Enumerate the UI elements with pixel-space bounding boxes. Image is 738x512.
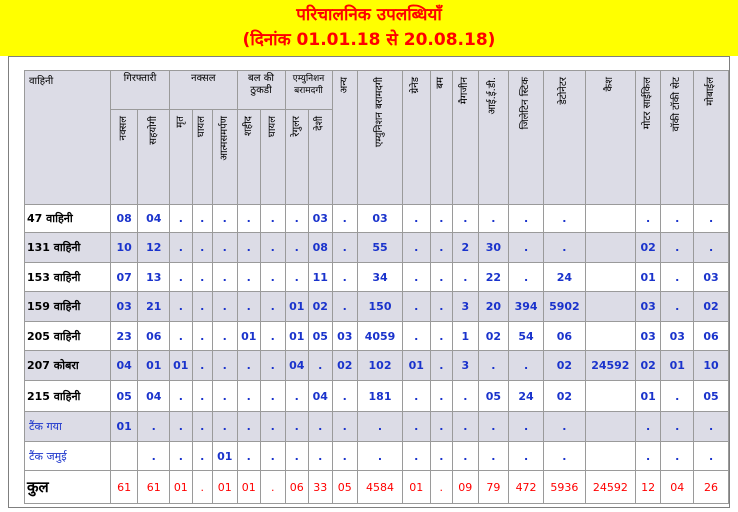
- cell: 06: [285, 471, 308, 504]
- data-rows: [25, 205, 729, 504]
- cell: .: [237, 233, 260, 263]
- cell: 55: [358, 233, 403, 263]
- cell: 394: [509, 292, 544, 322]
- header-group-row: [25, 71, 729, 110]
- cell: 02: [543, 381, 585, 412]
- cell: .: [170, 263, 192, 292]
- cell: 01: [237, 322, 260, 351]
- cell: .: [309, 351, 333, 381]
- cell: .: [430, 263, 452, 292]
- cell: [585, 381, 635, 412]
- cell: 02: [478, 322, 509, 351]
- row-label: 47 वाहिनी: [25, 205, 111, 233]
- cell: .: [237, 381, 260, 412]
- cell: .: [170, 292, 192, 322]
- cell: .: [635, 442, 661, 471]
- cell: 03: [661, 322, 694, 351]
- cell: 24592: [585, 471, 635, 504]
- cell: 03: [694, 263, 729, 292]
- table-row: [25, 263, 729, 292]
- cell: .: [212, 412, 237, 442]
- cell: .: [453, 381, 479, 412]
- col-header-7: रेगुलर: [285, 110, 308, 205]
- cell: .: [332, 205, 358, 233]
- cell: .: [509, 205, 544, 233]
- cell: 20: [478, 292, 509, 322]
- cell: .: [402, 292, 430, 322]
- cell: 61: [138, 471, 170, 504]
- cell: 33: [309, 471, 333, 504]
- cell: .: [402, 322, 430, 351]
- table-row: [25, 412, 729, 442]
- row-label: टैंक जमुई: [25, 442, 111, 471]
- cell: 08: [309, 233, 333, 263]
- cell: .: [192, 263, 212, 292]
- col-header-3: घायल: [192, 110, 212, 205]
- cell: 04: [661, 471, 694, 504]
- cell: 04: [110, 351, 138, 381]
- cell: .: [237, 442, 260, 471]
- cell: [585, 263, 635, 292]
- cell: 3: [453, 351, 479, 381]
- cell: 04: [285, 351, 308, 381]
- cell: 01: [237, 471, 260, 504]
- cell: .: [430, 442, 452, 471]
- cell: .: [261, 381, 286, 412]
- cell: .: [661, 442, 694, 471]
- cell: .: [170, 381, 192, 412]
- col-header-0: नक्सल: [110, 110, 138, 205]
- cell: .: [694, 233, 729, 263]
- table-row: [25, 233, 729, 263]
- cell: .: [332, 412, 358, 442]
- cell: 01: [635, 263, 661, 292]
- cell: .: [430, 322, 452, 351]
- cell: .: [332, 233, 358, 263]
- cell: .: [543, 233, 585, 263]
- cell: 4059: [358, 322, 403, 351]
- col-header-15: जिलेटिन स्टिक: [509, 71, 544, 205]
- cell: 03: [358, 205, 403, 233]
- cell: 04: [309, 381, 333, 412]
- cell: 21: [138, 292, 170, 322]
- cell: .: [237, 292, 260, 322]
- col-header-6: घायल: [261, 110, 286, 205]
- cell: [110, 442, 138, 471]
- cell: .: [212, 292, 237, 322]
- cell: 24: [543, 263, 585, 292]
- cell: 1: [453, 322, 479, 351]
- col-header-20: मोबाईल: [694, 71, 729, 205]
- cell: .: [170, 412, 192, 442]
- col-header-16: डेटोनेटर: [543, 71, 585, 205]
- cell: 01: [402, 351, 430, 381]
- cell: .: [661, 412, 694, 442]
- cell: .: [332, 263, 358, 292]
- total-row: [25, 471, 729, 504]
- cell: 102: [358, 351, 403, 381]
- row-label: कुल: [25, 471, 111, 504]
- row-label: 215 वाहिनी: [25, 381, 111, 412]
- cell: .: [430, 205, 452, 233]
- cell: .: [170, 205, 192, 233]
- col-header-17: कैश: [585, 71, 635, 205]
- row-label: टैंक गया: [25, 412, 111, 442]
- col-header-9: अन्य: [332, 71, 358, 205]
- cell: 07: [110, 263, 138, 292]
- cell: .: [478, 351, 509, 381]
- ammo-group-header: एम्युनिशन बरामदगी: [285, 71, 332, 110]
- force-group-header: बल की ठुकडी: [237, 71, 285, 110]
- cell: 01: [110, 412, 138, 442]
- cell: 54: [509, 322, 544, 351]
- col-header-1: सहयोगी: [138, 110, 170, 205]
- cell: 01: [170, 471, 192, 504]
- cell: 01: [285, 322, 308, 351]
- cell: .: [358, 412, 403, 442]
- cell: .: [212, 205, 237, 233]
- cell: .: [509, 351, 544, 381]
- cell: 01: [138, 351, 170, 381]
- cell: 05: [478, 381, 509, 412]
- col-header-14: आई.ई.डी.: [478, 71, 509, 205]
- cell: 10: [694, 351, 729, 381]
- cell: .: [661, 292, 694, 322]
- cell: .: [212, 322, 237, 351]
- cell: 09: [453, 471, 479, 504]
- cell: 01: [212, 471, 237, 504]
- cell: .: [430, 233, 452, 263]
- cell: .: [332, 292, 358, 322]
- cell: .: [402, 205, 430, 233]
- cell: 05: [309, 322, 333, 351]
- arrest-group-header: गिरफ्तारी: [110, 71, 169, 110]
- cell: .: [261, 471, 286, 504]
- cell: 02: [543, 351, 585, 381]
- cell: .: [332, 381, 358, 412]
- cell: 01: [402, 471, 430, 504]
- cell: 08: [110, 205, 138, 233]
- cell: .: [402, 381, 430, 412]
- cell: .: [661, 263, 694, 292]
- cell: .: [694, 205, 729, 233]
- cell: 02: [332, 351, 358, 381]
- cell: .: [285, 442, 308, 471]
- cell: 181: [358, 381, 403, 412]
- col-header-18: मोटर साईकिल: [635, 71, 661, 205]
- header-banner: [0, 0, 738, 56]
- col-header-19: वॉकी टॉकी सेट: [661, 71, 694, 205]
- col-header-8: देशी: [309, 110, 333, 205]
- cell: .: [170, 442, 192, 471]
- cell: .: [478, 442, 509, 471]
- cell: .: [261, 322, 286, 351]
- cell: .: [509, 233, 544, 263]
- cell: .: [192, 205, 212, 233]
- cell: .: [192, 233, 212, 263]
- col-header-11: ग्रेनेड: [402, 71, 430, 205]
- cell: 06: [543, 322, 585, 351]
- cell: .: [453, 412, 479, 442]
- table-row: [25, 351, 729, 381]
- cell: .: [661, 233, 694, 263]
- cell: [585, 322, 635, 351]
- cell: 03: [635, 322, 661, 351]
- cell: .: [192, 292, 212, 322]
- cell: .: [261, 205, 286, 233]
- cell: .: [635, 412, 661, 442]
- cell: 23: [110, 322, 138, 351]
- cell: .: [543, 442, 585, 471]
- cell: 05: [694, 381, 729, 412]
- row-label: 131 वाहिनी: [25, 233, 111, 263]
- cell: .: [661, 381, 694, 412]
- cell: 04: [138, 205, 170, 233]
- cell: 11: [309, 263, 333, 292]
- cell: 5936: [543, 471, 585, 504]
- cell: .: [509, 263, 544, 292]
- cell: .: [453, 205, 479, 233]
- cell: 26: [694, 471, 729, 504]
- cell: .: [430, 292, 452, 322]
- cell: .: [543, 205, 585, 233]
- table-row: [25, 381, 729, 412]
- cell: .: [694, 442, 729, 471]
- cell: .: [192, 381, 212, 412]
- cell: .: [309, 412, 333, 442]
- cell: 04: [138, 381, 170, 412]
- cell: .: [261, 233, 286, 263]
- cell: [585, 412, 635, 442]
- cell: .: [212, 233, 237, 263]
- cell: 12: [635, 471, 661, 504]
- cell: 12: [138, 233, 170, 263]
- cell: .: [430, 471, 452, 504]
- cell: .: [192, 412, 212, 442]
- cell: .: [237, 412, 260, 442]
- cell: 06: [694, 322, 729, 351]
- cell: .: [402, 412, 430, 442]
- col-header-5: शहीद: [237, 110, 260, 205]
- cell: [585, 442, 635, 471]
- date-range: (दिनांक 01.01.18 से 20.08.18): [242, 30, 496, 50]
- table-row: [25, 322, 729, 351]
- cell: .: [192, 351, 212, 381]
- table-row: [25, 442, 729, 471]
- col-header-13: मैगजीन: [453, 71, 479, 205]
- cell: .: [332, 442, 358, 471]
- cell: .: [237, 263, 260, 292]
- col-header-12: बम: [430, 71, 452, 205]
- cell: 03: [635, 292, 661, 322]
- cell: .: [285, 205, 308, 233]
- cell: 01: [635, 381, 661, 412]
- row-label: 207 कोबरा: [25, 351, 111, 381]
- naxal-group-header: नक्सल: [170, 71, 237, 110]
- col-header-2: मृत: [170, 110, 192, 205]
- cell: 02: [694, 292, 729, 322]
- cell: .: [192, 471, 212, 504]
- cell: .: [192, 322, 212, 351]
- cell: .: [138, 442, 170, 471]
- cell: 5902: [543, 292, 585, 322]
- battalion-header: वाहिनी: [25, 71, 111, 205]
- cell: 01: [661, 351, 694, 381]
- row-label: 159 वाहिनी: [25, 292, 111, 322]
- cell: .: [661, 205, 694, 233]
- table-row: [25, 292, 729, 322]
- cell: 22: [478, 263, 509, 292]
- cell: .: [237, 351, 260, 381]
- cell: [585, 205, 635, 233]
- cell: .: [261, 292, 286, 322]
- cell: .: [453, 263, 479, 292]
- cell: 3: [453, 292, 479, 322]
- achievements-table: [24, 70, 729, 504]
- cell: .: [543, 412, 585, 442]
- cell: .: [309, 442, 333, 471]
- cell: 02: [309, 292, 333, 322]
- cell: 01: [170, 351, 192, 381]
- cell: 472: [509, 471, 544, 504]
- page-title: परिचालनिक उपलब्धियाँ: [296, 5, 442, 25]
- cell: .: [261, 351, 286, 381]
- cell: .: [430, 351, 452, 381]
- cell: 03: [110, 292, 138, 322]
- cell: 2: [453, 233, 479, 263]
- table-row: [25, 205, 729, 233]
- cell: 03: [309, 205, 333, 233]
- cell: .: [453, 442, 479, 471]
- cell: .: [212, 263, 237, 292]
- cell: .: [694, 412, 729, 442]
- cell: .: [170, 233, 192, 263]
- col-header-10: एम्युनिशन बरामदगी: [358, 71, 403, 205]
- cell: .: [402, 263, 430, 292]
- row-label: 153 वाहिनी: [25, 263, 111, 292]
- cell: 61: [110, 471, 138, 504]
- cell: 05: [332, 471, 358, 504]
- cell: 02: [635, 233, 661, 263]
- cell: .: [138, 412, 170, 442]
- cell: 24592: [585, 351, 635, 381]
- cell: 79: [478, 471, 509, 504]
- cell: .: [402, 233, 430, 263]
- cell: .: [509, 442, 544, 471]
- cell: [585, 292, 635, 322]
- cell: .: [430, 412, 452, 442]
- cell: .: [261, 412, 286, 442]
- cell: .: [261, 263, 286, 292]
- cell: .: [509, 412, 544, 442]
- cell: 01: [285, 292, 308, 322]
- cell: 05: [110, 381, 138, 412]
- cell: .: [285, 233, 308, 263]
- col-header-4: आत्मसमर्पण: [212, 110, 237, 205]
- cell: 24: [509, 381, 544, 412]
- cell: .: [285, 263, 308, 292]
- cell: .: [402, 442, 430, 471]
- cell: 01: [212, 442, 237, 471]
- row-label: 205 वाहिनी: [25, 322, 111, 351]
- cell: 03: [332, 322, 358, 351]
- cell: .: [430, 381, 452, 412]
- cell: .: [358, 442, 403, 471]
- cell: .: [170, 322, 192, 351]
- cell: 06: [138, 322, 170, 351]
- cell: 13: [138, 263, 170, 292]
- cell: 4584: [358, 471, 403, 504]
- cell: .: [478, 205, 509, 233]
- cell: 30: [478, 233, 509, 263]
- cell: .: [285, 412, 308, 442]
- cell: .: [212, 351, 237, 381]
- cell: .: [192, 442, 212, 471]
- cell: 02: [635, 351, 661, 381]
- cell: 10: [110, 233, 138, 263]
- cell: .: [635, 205, 661, 233]
- cell: .: [212, 381, 237, 412]
- cell: .: [237, 205, 260, 233]
- cell: [585, 233, 635, 263]
- cell: 34: [358, 263, 403, 292]
- cell: .: [478, 412, 509, 442]
- cell: .: [285, 381, 308, 412]
- cell: .: [261, 442, 286, 471]
- cell: 150: [358, 292, 403, 322]
